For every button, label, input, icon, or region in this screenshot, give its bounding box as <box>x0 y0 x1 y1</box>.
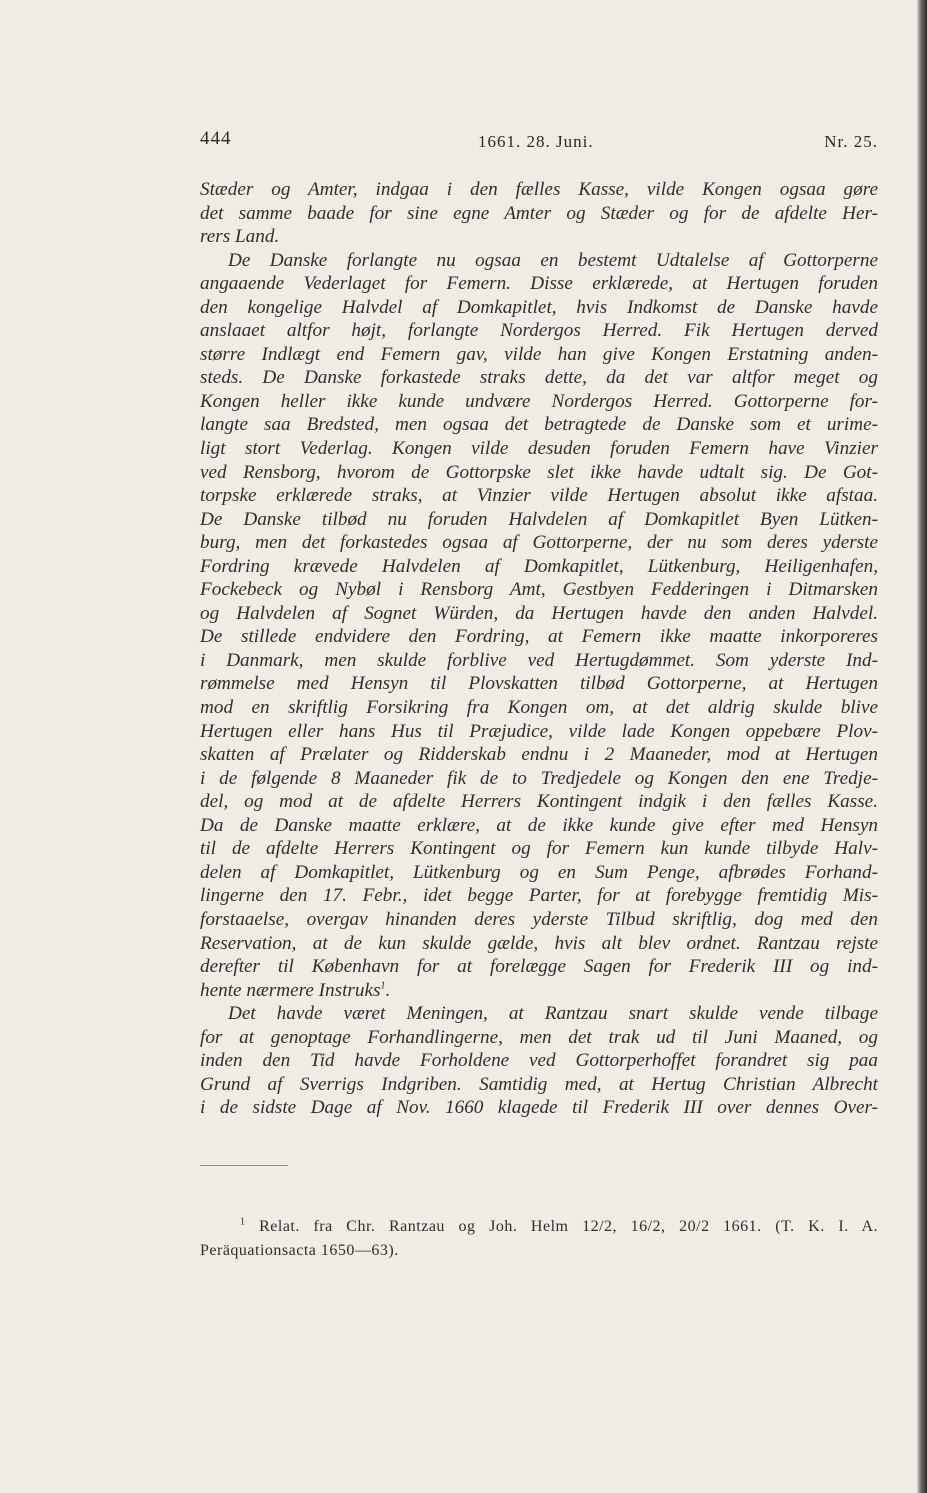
text-line <box>200 413 878 437</box>
text-line <box>200 437 878 461</box>
text-line <box>200 461 878 485</box>
text-line-content: skatten af Prælater og Ridderskab endnu i 2 Maaneder, mod at Hertugen <box>200 744 878 766</box>
text-line-content: De Danske forlangte nu ogsaa en bestemt Udtalelse af Gottorperne <box>228 249 878 271</box>
text-line-content: i de sidste Dage af Nov. 1660 klagede til Frederik III over dennes Over- <box>200 1097 878 1119</box>
text-line-content: mod en skriftlig Forsikring fra Kongen om, at det aldrig skulde blive <box>200 697 878 719</box>
text-line-content: større Indlægt end Femern gav, vilde han give Kongen Erstatning anden- <box>200 343 878 365</box>
text-line <box>200 955 878 979</box>
text-line-content: Kongen heller ikke kunde undvære Nordergos Herred. Gottorperne for- <box>200 390 878 412</box>
text-line-content: rømmelse med Hensyn til Plovskatten tilbød Gottorperne, at Hertugen <box>200 673 878 695</box>
text-line-content: til de afdelte Herrers Kontingent og for Femern kun kunde tilbyde Halv- <box>200 838 878 860</box>
text-line <box>200 837 878 861</box>
text-line <box>200 531 878 555</box>
running-header <box>200 128 878 154</box>
header-date: 1661. 28. Juni. <box>478 132 594 151</box>
text-line-content: Hertugen eller hans Hus til Præjudice, vilde lade Kongen oppebære Plov- <box>200 720 878 742</box>
text-line-content: burg, men det forkastedes ogsaa af Gottorperne, der nu som deres yderste <box>200 532 878 554</box>
text-line-content: Grund af Sverrigs Indgriben. Samtidig med, at Hertug Christian Albrecht <box>200 1073 878 1095</box>
text-line-content: i Danmark, men skulde forblive ved Hertugdømmet. Som yderste Ind- <box>200 649 878 671</box>
body-text <box>200 178 878 1120</box>
text-line <box>200 814 878 838</box>
page-edge-shadow <box>917 0 927 1493</box>
text-line <box>200 508 878 532</box>
text-line-content: Fordring krævede Halvdelen af Domkapitlet, Lütkenburg, Heiligenhafen, <box>200 555 878 577</box>
text-line <box>200 202 878 226</box>
text-line-content: hente nærmere Instruks <box>200 979 381 1001</box>
text-line <box>200 884 878 908</box>
text-line <box>200 578 878 602</box>
header-number: Nr. 25. <box>824 132 878 151</box>
text-line-content: rers Land. <box>200 226 280 248</box>
footnote-text-1: Relat. fra Chr. Rantzau og Joh. Helm 12/2, 16/2, 20/2 1661. (T. K. I. A. <box>259 1218 879 1235</box>
text-line-content: forstaaelse, overgav hinanden deres yderste Tilbud skriftlig, dog med den <box>200 908 878 930</box>
text-line-content: Fockebeck og Nybøl i Rensborg Amt, Gestbyen Fedderingen i Ditmarsken <box>200 579 878 601</box>
text-line <box>200 1002 878 1026</box>
text-line-content: De stillede endvidere den Fordring, at Femern ikke maatte inkorporeres <box>200 626 878 648</box>
text-line-content: angaaende Vederlaget for Femern. Disse erklærede, at Hertugen foruden <box>200 273 878 295</box>
text-line <box>200 1096 878 1120</box>
footnote-text-2: Peräquationsacta 1650—63). <box>200 1242 399 1259</box>
text-line-content: De Danske tilbød nu foruden Halvdelen af Domkapitlet Byen Lütken- <box>200 508 878 530</box>
text-line-content: steds. De Danske forkastede straks dette, da det var altfor meget og <box>200 367 878 389</box>
text-line <box>200 343 878 367</box>
text-line <box>200 272 878 296</box>
text-line <box>200 555 878 579</box>
text-line <box>200 225 878 249</box>
footnote-marker: 1 <box>240 1216 246 1228</box>
text-line <box>200 1073 878 1097</box>
text-line-content: og Halvdelen af Sognet Würden, da Hertugen havde den anden Halvdel. <box>200 602 878 624</box>
text-line-content: ved Rensborg, hvorom de Gottorpske slet ikke havde udtalt sig. De Got- <box>200 461 878 483</box>
text-line-content: langte saa Bredsted, men ogsaa det betragtede de Danske som et urime- <box>200 414 878 436</box>
text-line <box>200 249 878 273</box>
text-line-content: for at genoptage Forhandlingerne, men det trak ud til Juni Maaned, og <box>200 1026 878 1048</box>
text-line-content: det samme baade for sine egne Amter og Stæder og for de afdelte Her- <box>200 202 878 224</box>
text-line <box>200 390 878 414</box>
text-line <box>200 178 878 202</box>
text-line <box>200 649 878 673</box>
text-line-content: derefter til København for at forelægge Sagen for Frederik III og ind- <box>200 956 878 978</box>
text-line-content: Stæder og Amter, indgaa i den fælles Kasse, vilde Kongen ogsaa gøre <box>200 179 878 200</box>
text-line: hente nærmere Instruks$^1$. <box>200 979 391 1001</box>
footnote-reference: 1 <box>380 980 386 992</box>
text-line-content: Da de Danske maatte erklære, at de ikke kunde give efter med Hensyn <box>200 814 878 836</box>
footnote-line <box>200 1239 878 1263</box>
text-line-content: torpske erklærede straks, at Vinzier vilde Hertugen absolut ikke afstaa. <box>200 485 878 507</box>
text-line-content: ligt stort Vederlag. Kongen vilde desuden foruden Femern have Vinzier <box>200 438 878 460</box>
text-line <box>200 319 878 343</box>
text-line <box>200 672 878 696</box>
text-line-content: den kongelige Halvdel af Domkapitlet, hvis Indkomst de Danske havde <box>200 296 878 318</box>
text-line <box>200 602 878 626</box>
footnote-line <box>200 1215 878 1239</box>
text-line <box>200 932 878 956</box>
text-line <box>200 366 878 390</box>
text-line <box>200 696 878 720</box>
footnote <box>200 1215 878 1263</box>
text-line-content: i de følgende 8 Maaneder fik de to Tredjedele og Kongen den ene Tredje- <box>200 767 878 789</box>
text-line <box>200 720 878 744</box>
text-line-content: del, og mod at de afdelte Herrers Kontingent indgik i den fælles Kasse. <box>200 791 878 813</box>
text-line <box>200 908 878 932</box>
text-line <box>200 767 878 791</box>
text-line <box>200 743 878 767</box>
text-line <box>200 484 878 508</box>
text-line <box>200 1026 878 1050</box>
text-line-content: Det havde været Meningen, at Rantzau snart skulde vende tilbage <box>228 1003 878 1025</box>
text-line <box>200 861 878 885</box>
text-line <box>200 1049 878 1073</box>
text-line <box>200 296 878 320</box>
text-line-content: inden den Tid havde Forholdene ved Gottorperhoffet forandret sig paa <box>200 1050 878 1072</box>
text-line-content: delen af Domkapitlet, Lütkenburg og en Sum Penge, afbrødes Forhand- <box>200 861 878 883</box>
text-line-content: lingerne den 17. Febr., idet begge Parter, for at forebygge fremtidig Mis- <box>200 885 878 907</box>
text-line <box>200 625 878 649</box>
text-line <box>200 790 878 814</box>
text-line-content: Reservation, at de kun skulde gælde, hvis alt blev ordnet. Rantzau rejste <box>200 932 878 954</box>
text-line-content: anslaaet altfor højt, forlangte Nordergos Herred. Fik Hertugen derved <box>200 320 878 342</box>
page-number: 444 <box>200 128 232 149</box>
footnote-separator <box>200 1165 288 1166</box>
